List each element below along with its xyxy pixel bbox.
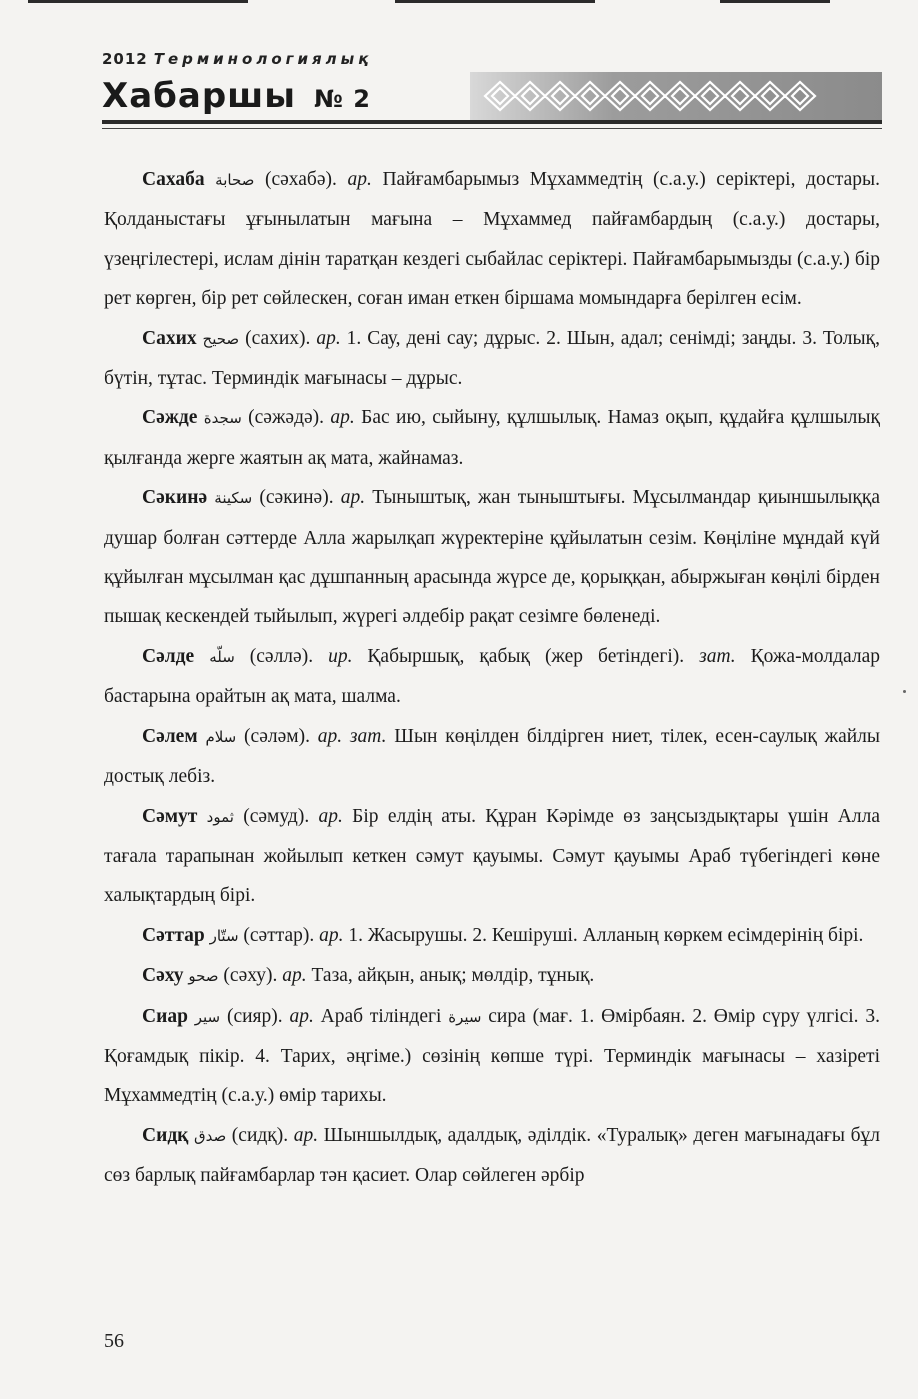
headword: Сәжде	[142, 407, 198, 429]
headword: Сәху	[142, 965, 184, 987]
definition: Шыншылдық, адалдық, әділдік. «Туралық» деген мағынадағы бұл сөз барлық пайғамбарлар тән қасиет. Олар сөйлеген әрбір	[104, 1124, 880, 1187]
arabic-form: سجدة	[203, 409, 242, 428]
arabic-form-secondary: سيرة	[448, 1007, 482, 1026]
headword: Сәлем	[142, 725, 198, 747]
arabic-form: سلّه	[209, 647, 235, 666]
language-mark: ар.	[282, 965, 307, 987]
language-mark: ар.	[316, 327, 341, 349]
language-mark: ар.	[319, 924, 344, 946]
entry-sattar	[104, 916, 880, 956]
header-year: 2012	[102, 50, 148, 68]
arabic-form: سلام	[205, 727, 237, 746]
headword: Сәттар	[142, 924, 205, 946]
language-mark: ар. зат.	[317, 725, 387, 747]
running-header	[102, 46, 882, 136]
transliteration: (сияр).	[220, 1005, 290, 1027]
language-mark: ир.	[328, 645, 353, 667]
entry-sahih	[104, 319, 880, 399]
top-edge-rule-right	[720, 0, 830, 3]
arabic-form: سكينة	[214, 489, 253, 508]
entry-sahaba	[104, 160, 880, 319]
arabic-form: ستّار	[209, 926, 239, 945]
arabic-form: صدق	[193, 1126, 227, 1145]
definition-pre: Араб тіліндегі	[313, 1005, 449, 1027]
transliteration: (сәхабә).	[254, 169, 348, 190]
transliteration: (сәмуд).	[233, 805, 319, 827]
header-issue: № 2	[314, 85, 371, 113]
language-mark: ар.	[289, 1005, 314, 1027]
header-title-line	[102, 76, 371, 116]
entry-salem	[104, 717, 880, 797]
language-mark: ар.	[318, 805, 343, 827]
header-year-line	[102, 50, 372, 68]
headword: Сәкинә	[142, 487, 208, 509]
headword: Сидқ	[142, 1124, 189, 1146]
entry-sazhde	[104, 398, 880, 478]
definition-extra: Қожа-молдалар бастарына орайтын ақ мата, шалма.	[104, 645, 881, 708]
definition: сира (мағ. 1. Өмірбаян. 2. Өмір сүру үлгісі. 3. Қоғамдық пікір. 4. Тарих, әңгіме.) сөзінің көпше түрі. Терминдік мағынасы – хазіреті Мұхаммедтің (с.а.у.) өмір тарихы.	[104, 1005, 880, 1107]
headword: Сәмут	[142, 805, 198, 827]
language-mark: ар.	[293, 1124, 319, 1146]
definition: Тыныштық, жан тыныштығы. Мұсылмандар қиыншылыққа душар болған сәттерде Алла жарылқап жүректеріне құйылатын сезім. Көңіліне мұндай күй құйылған мұсылман қас дұшпанның арасында жүрсе де, қорыққан, абыржыған көңілі бірден пышақ кескендей тыйылып, жүрегі әлдебір рақат сезімге бөленеді.	[104, 487, 881, 628]
entry-siar	[104, 997, 880, 1116]
page-number: 56	[104, 1330, 124, 1352]
headword: Сәлде	[142, 645, 195, 667]
arabic-form: صحيح	[202, 329, 240, 348]
entry-sahu	[104, 956, 880, 996]
margin-speck	[903, 690, 906, 693]
arabic-form: صحو	[188, 967, 219, 986]
dictionary-entries	[104, 160, 880, 1196]
entry-sakina	[104, 478, 880, 637]
entry-sidq	[104, 1116, 880, 1196]
definition: 1. Сау, дені сау; дұрыс. 2. Шын, адал; сенімді; заңды. 3. Толық, бүтін, тұтас. Терминдік мағынасы – дұрыс.	[104, 327, 880, 390]
transliteration: (сахих).	[239, 327, 317, 349]
ornament-pattern-icon	[480, 76, 880, 116]
arabic-form: سير	[194, 1007, 221, 1026]
transliteration: (сәху).	[218, 965, 283, 987]
header-title: Хабаршы	[102, 76, 297, 116]
definition: 1. Жасырушы. 2. Кешіруші. Алланың көркем есімдерінің бірі.	[343, 924, 864, 946]
transliteration: (сәллә).	[234, 645, 329, 667]
arabic-form: صحابة	[215, 171, 255, 189]
definition: Бір елдің аты. Құран Кәрімде өз заңсыздықтары үшін Алла тағала тарапынан жойылып кеткен сәмут қауымы. Сәмут қауымы Араб түбегіндегі көне халықтардың бірі.	[104, 805, 880, 907]
definition: Қабыршық, қабық (жер бетіндегі).	[352, 645, 700, 667]
transliteration: (сәләм).	[236, 725, 318, 747]
language-mark: ар.	[340, 487, 366, 509]
definition: Пайғамбарымыз Мұхаммедтің (с.а.у.) серіктері, достары. Қолданыстағы ұғынылатын мағына – Мұхаммед пайғамбардың (с.а.у.) достары, үзеңгілестері, ислам дінін таратқан кездегі сыбайлас серіктері. Пайғамбарымызды (с.а.у.) бір рет көрген, бір рет сөйлескен, соған иман еткен біршама момындарға берілген есім.	[104, 169, 880, 310]
language-mark: ар.	[347, 169, 372, 190]
transliteration: (сидқ).	[226, 1124, 294, 1146]
entry-salde	[104, 637, 880, 717]
transliteration: (сәжәдә).	[241, 407, 331, 429]
headword: Сахаба	[142, 169, 205, 190]
transliteration: (сәттар).	[238, 924, 320, 946]
definition: Бас ию, сыйыну, құлшылық. Намаз оқып, құдайға құлшылық қылғанда жерге жаятын ақ мата, жайнамаз.	[104, 407, 880, 469]
header-series: Терминологиялық	[153, 50, 373, 68]
top-edge-rule-left	[28, 0, 248, 3]
ornament-band	[470, 72, 882, 120]
header-rule-thin	[102, 128, 882, 129]
definition: Шын көңілден білдірген ниет, тілек, есен-саулық жайлы достық лебіз.	[104, 725, 881, 788]
transliteration: (сәкинә).	[252, 487, 341, 509]
arabic-form: ثمود	[206, 807, 234, 826]
header-rule-thick	[102, 120, 882, 124]
headword: Сахих	[142, 327, 197, 349]
definition: Таза, айқын, анық; мөлдір, тұнық.	[306, 965, 595, 987]
headword: Сиар	[142, 1005, 188, 1027]
top-edge-rule-middle	[395, 0, 595, 3]
language-mark: ар.	[330, 407, 355, 429]
entry-samut	[104, 797, 880, 916]
part-of-speech-mark: зат.	[699, 645, 736, 667]
